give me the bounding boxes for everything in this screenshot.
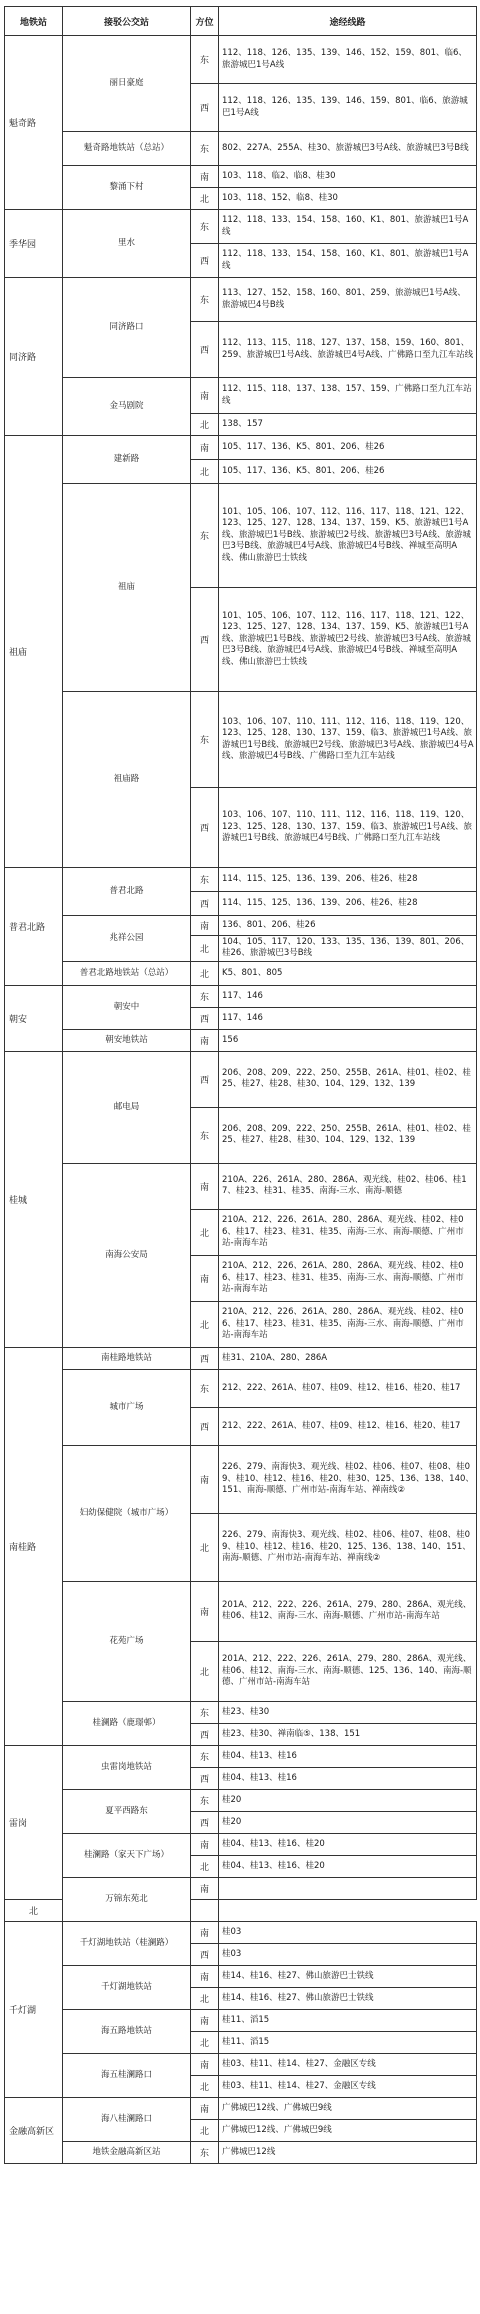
bus-stop-cell: 南桂路地铁站 <box>63 1347 191 1369</box>
direction-cell: 西 <box>191 588 219 692</box>
metro-station-cell: 朝安 <box>5 985 63 1051</box>
routes-cell: 114、115、125、136、139、206、桂26、桂28 <box>219 892 477 916</box>
direction-cell: 东 <box>191 868 219 892</box>
direction-cell: 南 <box>191 1029 219 1051</box>
bus-stop-cell: 城市广场 <box>63 1369 191 1445</box>
bus-stop-cell: 妇幼保健院（城市广场） <box>63 1445 191 1581</box>
routes-cell: 112、118、126、135、139、146、159、801、临6、旅游城巴1号A线 <box>219 84 477 132</box>
bus-stop-cell: 海五桂澜路口 <box>63 2053 191 2097</box>
routes-cell: 114、115、125、136、139、206、桂26、桂28 <box>219 868 477 892</box>
direction-cell: 北 <box>191 961 219 985</box>
metro-station-cell: 魁奇路 <box>5 36 63 210</box>
routes-cell: 桂14、桂16、桂27、佛山旅游巴士铁线 <box>219 1987 477 2009</box>
table-row <box>5 484 477 588</box>
bus-stop-cell: 南海公安局 <box>63 1163 191 1347</box>
bus-stop-cell: 里水 <box>63 210 191 278</box>
routes-cell <box>191 1899 219 1921</box>
routes-cell: 112、118、133、154、158、160、K1、801、旅游城巴1号A线 <box>219 244 477 278</box>
bus-stop-cell: 兆祥公园 <box>63 916 191 962</box>
direction-cell: 东 <box>191 210 219 244</box>
direction-cell: 东 <box>191 278 219 322</box>
routes-cell: 104、105、117、120、133、135、136、139、801、206、桂26、旅游城巴3号B线 <box>219 936 477 962</box>
routes-cell: 桂03 <box>219 1921 477 1943</box>
bus-stop-cell: 地铁金融高新区站 <box>63 2141 191 2163</box>
bus-stop-cell: 虫雷岗地铁站 <box>63 1745 191 1789</box>
table-row <box>5 2009 477 2031</box>
direction-cell: 东 <box>191 1369 219 1407</box>
table-row <box>5 132 477 166</box>
direction-cell: 西 <box>191 788 219 868</box>
routes-cell: 117、146 <box>219 1007 477 1029</box>
metro-station-cell: 南桂路 <box>5 1347 63 1745</box>
direction-cell: 北 <box>191 1641 219 1701</box>
table-row <box>5 2053 477 2075</box>
routes-cell: 105、117、136、K5、801、206、桂26 <box>219 460 477 484</box>
table-row <box>5 1965 477 1987</box>
header-routes: 途经线路 <box>219 7 477 36</box>
direction-cell: 东 <box>191 36 219 84</box>
direction-cell: 北 <box>191 1987 219 2009</box>
direction-cell: 南 <box>191 1921 219 1943</box>
bus-stop-cell: 邮电局 <box>63 1051 191 1163</box>
direction-cell: 西 <box>191 1767 219 1789</box>
routes-cell: 210A、212、226、261A、280、286A、观光线、桂02、桂06、桂17、桂23、桂31、桂35、南海-三水、南海-顺德、广州市站-南海车站 <box>219 1255 477 1301</box>
routes-cell: 117、146 <box>219 985 477 1007</box>
metro-station-cell: 普君北路 <box>5 868 63 986</box>
table-row <box>5 2141 477 2163</box>
table-row <box>5 278 477 322</box>
routes-cell: 桂04、桂13、桂16 <box>219 1745 477 1767</box>
bus-route-table-container <box>4 6 476 2164</box>
direction-cell: 北 <box>191 460 219 484</box>
direction-cell: 西 <box>191 1007 219 1029</box>
routes-cell: 广佛城巴12线、广佛城巴9线 <box>219 2119 477 2141</box>
direction-cell: 北 <box>191 414 219 436</box>
direction-cell: 南 <box>191 1965 219 1987</box>
table-row <box>5 1701 477 1723</box>
routes-cell: 桂20 <box>219 1811 477 1833</box>
bus-stop-cell: 夏平西路东 <box>63 1789 191 1833</box>
routes-cell: 210A、212、226、261A、280、286A、观光线、桂02、桂06、桂17、桂23、桂31、桂35、南海-三水、南海-顺德、广州市站-南海车站 <box>219 1301 477 1347</box>
table-row <box>5 210 477 244</box>
direction-cell: 东 <box>191 692 219 788</box>
bus-stop-cell: 千灯湖地铁站 <box>63 1965 191 2009</box>
bus-route-table <box>4 6 477 2164</box>
direction-cell: 东 <box>191 484 219 588</box>
direction-cell: 南 <box>191 436 219 460</box>
routes-cell: 桂14、桂16、桂27、佛山旅游巴士铁线 <box>219 1965 477 1987</box>
direction-cell: 西 <box>191 1811 219 1833</box>
direction-cell: 南 <box>191 1581 219 1641</box>
table-row <box>5 961 477 985</box>
metro-station-cell: 同济路 <box>5 278 63 436</box>
routes-cell: 桂04、桂13、桂16、桂20 <box>219 1855 477 1877</box>
bus-stop-cell: 魁奇路地铁站（总站） <box>63 132 191 166</box>
header-metro: 地铁站 <box>5 7 63 36</box>
direction-cell: 东 <box>191 1107 219 1163</box>
direction-cell: 北 <box>191 2075 219 2097</box>
table-row <box>5 1789 477 1811</box>
direction-cell: 北 <box>5 1899 63 1921</box>
routes-cell: 105、117、136、K5、801、206、桂26 <box>219 436 477 460</box>
routes-cell: 210A、212、226、261A、280、286A、观光线、桂02、桂06、桂17、桂23、桂31、桂35、南海-三水、南海-顺德、广州市站-南海车站 <box>219 1209 477 1255</box>
routes-cell: 桂11、滔15 <box>219 2009 477 2031</box>
direction-cell: 南 <box>191 2009 219 2031</box>
metro-station-cell: 金融高新区 <box>5 2097 63 2163</box>
table-row <box>5 916 477 936</box>
table-row <box>5 692 477 788</box>
direction-cell: 西 <box>191 1723 219 1745</box>
table-row <box>5 1029 477 1051</box>
direction-cell: 北 <box>191 1513 219 1581</box>
table-row <box>5 1921 477 1943</box>
routes-cell: 156 <box>219 1029 477 1051</box>
routes-cell: 103、106、107、110、111、112、116、118、119、120、123、125、128、130、137、159、临3、旅游城巴1号A线、旅游城巴1号B线、旅游城巴4号B线、广佛路口至九江车站线 <box>219 788 477 868</box>
bus-stop-cell: 祖庙 <box>63 484 191 692</box>
routes-cell: 桂04、桂13、桂16 <box>219 1767 477 1789</box>
table-row <box>5 1369 477 1407</box>
bus-stop-cell: 桂澜路（家天下广场） <box>63 1833 191 1877</box>
direction-cell: 北 <box>191 188 219 210</box>
direction-cell: 西 <box>191 892 219 916</box>
routes-cell: 103、118、临2、临8、桂30 <box>219 166 477 188</box>
direction-cell: 西 <box>191 244 219 278</box>
routes-cell: 112、115、118、137、138、157、159、广佛路口至九江车站线 <box>219 378 477 414</box>
table-row <box>5 378 477 414</box>
routes-cell: 206、208、209、222、250、255B、261A、桂01、桂02、桂25、桂27、桂28、桂30、104、129、132、139 <box>219 1051 477 1107</box>
routes-cell: 桂23、桂30、禅南临⑤、138、151 <box>219 1723 477 1745</box>
routes-cell: 桂31、210A、280、286A <box>219 1347 477 1369</box>
direction-cell: 北 <box>191 1855 219 1877</box>
direction-cell: 西 <box>191 322 219 378</box>
direction-cell: 东 <box>191 2141 219 2163</box>
routes-cell: 226、279、南海快3、观光线、桂02、桂06、桂07、桂08、桂09、桂10、桂12、桂16、桂20、125、136、138、140、151、南海-顺德、广州市站-南海车站、禅南线② <box>219 1513 477 1581</box>
routes-cell: 113、127、152、158、160、801、259、旅游城巴1号A线、旅游城巴4号B线 <box>219 278 477 322</box>
direction-cell: 北 <box>191 2031 219 2053</box>
direction-cell: 东 <box>191 1745 219 1767</box>
table-row <box>5 1745 477 1767</box>
routes-cell <box>219 1877 477 1899</box>
routes-cell: 桂04、桂13、桂16、桂20 <box>219 1833 477 1855</box>
bus-stop-cell: 桂澜路（鹿璟邨） <box>63 1701 191 1745</box>
bus-stop-cell: 建新路 <box>63 436 191 484</box>
header-stop: 接驳公交站 <box>63 7 191 36</box>
bus-stop-cell: 金马剧院 <box>63 378 191 436</box>
metro-station-cell: 桂城 <box>5 1051 63 1347</box>
direction-cell: 西 <box>191 84 219 132</box>
direction-cell: 南 <box>191 1877 219 1899</box>
routes-cell: 桂11、滔15 <box>219 2031 477 2053</box>
direction-cell: 东 <box>191 1789 219 1811</box>
routes-cell: 桂23、桂30 <box>219 1701 477 1723</box>
routes-cell: 桂03、桂11、桂14、桂27、金融区专线 <box>219 2053 477 2075</box>
header-row <box>5 7 477 36</box>
direction-cell: 西 <box>191 1407 219 1445</box>
direction-cell: 北 <box>191 936 219 962</box>
direction-cell: 东 <box>191 132 219 166</box>
routes-cell: 136、801、206、桂26 <box>219 916 477 936</box>
bus-stop-cell: 千灯湖地铁站（桂澜路） <box>63 1921 191 1965</box>
routes-cell: 广佛城巴12线 <box>219 2141 477 2163</box>
metro-station-cell: 季华园 <box>5 210 63 278</box>
routes-cell: 212、222、261A、桂07、桂09、桂12、桂16、桂20、桂17 <box>219 1369 477 1407</box>
table-row <box>5 1581 477 1641</box>
table-row <box>5 1445 477 1513</box>
direction-cell: 北 <box>191 2119 219 2141</box>
routes-cell: 226、279、南海快3、观光线、桂02、桂06、桂07、桂08、桂09、桂10、桂12、桂16、桂20、桂30、125、136、138、140、151、南海-顺德、广州市站-南海车站、禅南线② <box>219 1445 477 1513</box>
direction-cell: 南 <box>191 1833 219 1855</box>
direction-cell: 北 <box>191 1209 219 1255</box>
routes-cell: 210A、226、261A、280、286A、观光线、桂02、桂06、桂17、桂23、桂31、桂35、南海-三水、南海-顺德 <box>219 1163 477 1209</box>
table-row <box>5 868 477 892</box>
routes-cell: 桂03 <box>219 1943 477 1965</box>
routes-cell: 101、105、106、107、112、116、117、118、121、122、123、125、127、128、134、137、159、K5、旅游城巴1号A线、旅游城巴1号B线、旅游城巴2号线、旅游城巴3号A线、旅游城巴3号B线、旅游城巴4号A线、旅游城巴4号B线、禅城至高明A线、佛山旅游巴士铁线 <box>219 588 477 692</box>
table-row <box>5 1051 477 1107</box>
routes-cell: 112、118、126、135、139、146、152、159、801、临6、旅游城巴1号A线 <box>219 36 477 84</box>
metro-station-cell: 祖庙 <box>5 436 63 868</box>
bus-stop-cell: 海八桂澜路口 <box>63 2097 191 2141</box>
header-direction: 方位 <box>191 7 219 36</box>
routes-cell: 212、222、261A、桂07、桂09、桂12、桂16、桂20、桂17 <box>219 1407 477 1445</box>
routes-cell: 201A、212、222、226、261A、279、280、286A、观光线、桂06、桂12、南海-三水、南海-顺德、广州市站-南海车站 <box>219 1581 477 1641</box>
table-row <box>5 985 477 1007</box>
direction-cell: 南 <box>191 2097 219 2119</box>
direction-cell: 北 <box>191 1301 219 1347</box>
bus-stop-cell: 花苑广场 <box>63 1581 191 1701</box>
direction-cell: 南 <box>191 2053 219 2075</box>
table-row <box>5 166 477 188</box>
metro-station-cell: 千灯湖 <box>5 1921 63 2097</box>
bus-stop-cell: 海五路地铁站 <box>63 2009 191 2053</box>
table-row <box>5 1347 477 1369</box>
routes-cell: 103、106、107、110、111、112、116、118、119、120、123、125、128、130、137、159、临3、旅游城巴1号A线、旅游城巴1号B线、旅游城巴2号线、旅游城巴3号A线、旅游城巴4号A线、旅游城巴4号B线、广佛路口至九江车站线 <box>219 692 477 788</box>
routes-cell: 206、208、209、222、250、255B、261A、桂01、桂02、桂25、桂27、桂28、桂30、104、129、132、139 <box>219 1107 477 1163</box>
bus-stop-cell: 祖庙路 <box>63 692 191 868</box>
direction-cell: 东 <box>191 1701 219 1723</box>
direction-cell: 南 <box>191 378 219 414</box>
bus-stop-cell: 黎涌下村 <box>63 166 191 210</box>
routes-cell: 桂03、桂11、桂14、桂27、金融区专线 <box>219 2075 477 2097</box>
direction-cell: 东 <box>191 985 219 1007</box>
routes-cell: 138、157 <box>219 414 477 436</box>
bus-stop-cell: 普君北路地铁站（总站） <box>63 961 191 985</box>
direction-cell: 西 <box>191 1347 219 1369</box>
bus-stop-cell: 朝安地铁站 <box>63 1029 191 1051</box>
direction-cell: 南 <box>191 1445 219 1513</box>
table-row <box>5 2097 477 2119</box>
table-row <box>5 1877 477 1899</box>
direction-cell: 西 <box>191 1051 219 1107</box>
direction-cell: 南 <box>191 1163 219 1209</box>
bus-stop-cell: 同济路口 <box>63 278 191 378</box>
routes-cell: 112、113、115、118、127、137、158、159、160、801、259、旅游城巴1号A线、旅游城巴4号A线、广佛路口至九江车站线 <box>219 322 477 378</box>
routes-cell: 112、118、133、154、158、160、K1、801、旅游城巴1号A线 <box>219 210 477 244</box>
bus-stop-cell: 丽日豪庭 <box>63 36 191 132</box>
bus-stop-cell: 朝安中 <box>63 985 191 1029</box>
direction-cell: 南 <box>191 916 219 936</box>
table-row <box>5 1833 477 1855</box>
routes-cell: 广佛城巴12线、广佛城巴9线 <box>219 2097 477 2119</box>
routes-cell: 802、227A、255A、桂30、旅游城巴3号A线、旅游城巴3号B线 <box>219 132 477 166</box>
routes-cell: 103、118、152、临8、桂30 <box>219 188 477 210</box>
direction-cell: 南 <box>191 1255 219 1301</box>
direction-cell: 南 <box>191 166 219 188</box>
bus-stop-cell: 普君北路 <box>63 868 191 916</box>
bus-stop-cell: 万锦东苑北 <box>63 1877 191 1921</box>
direction-cell: 西 <box>191 1943 219 1965</box>
routes-cell: 101、105、106、107、112、116、117、118、121、122、123、125、127、128、134、137、159、K5、旅游城巴1号A线、旅游城巴1号B线、旅游城巴2号线、旅游城巴3号A线、旅游城巴3号B线、旅游城巴4号A线、旅游城巴4号B线、禅城至高明A线、佛山旅游巴士铁线 <box>219 484 477 588</box>
routes-cell: K5、801、805 <box>219 961 477 985</box>
table-body <box>5 36 477 2164</box>
table-row <box>5 436 477 460</box>
routes-cell: 201A、212、222、226、261A、279、280、286A、观光线、桂06、桂12、南海-三水、南海-顺德、125、136、140、南海-顺德、广州市站-南海车站 <box>219 1641 477 1701</box>
table-row <box>5 36 477 84</box>
metro-station-cell: 雷岗 <box>5 1745 63 1899</box>
table-row <box>5 1163 477 1209</box>
routes-cell: 桂20 <box>219 1789 477 1811</box>
